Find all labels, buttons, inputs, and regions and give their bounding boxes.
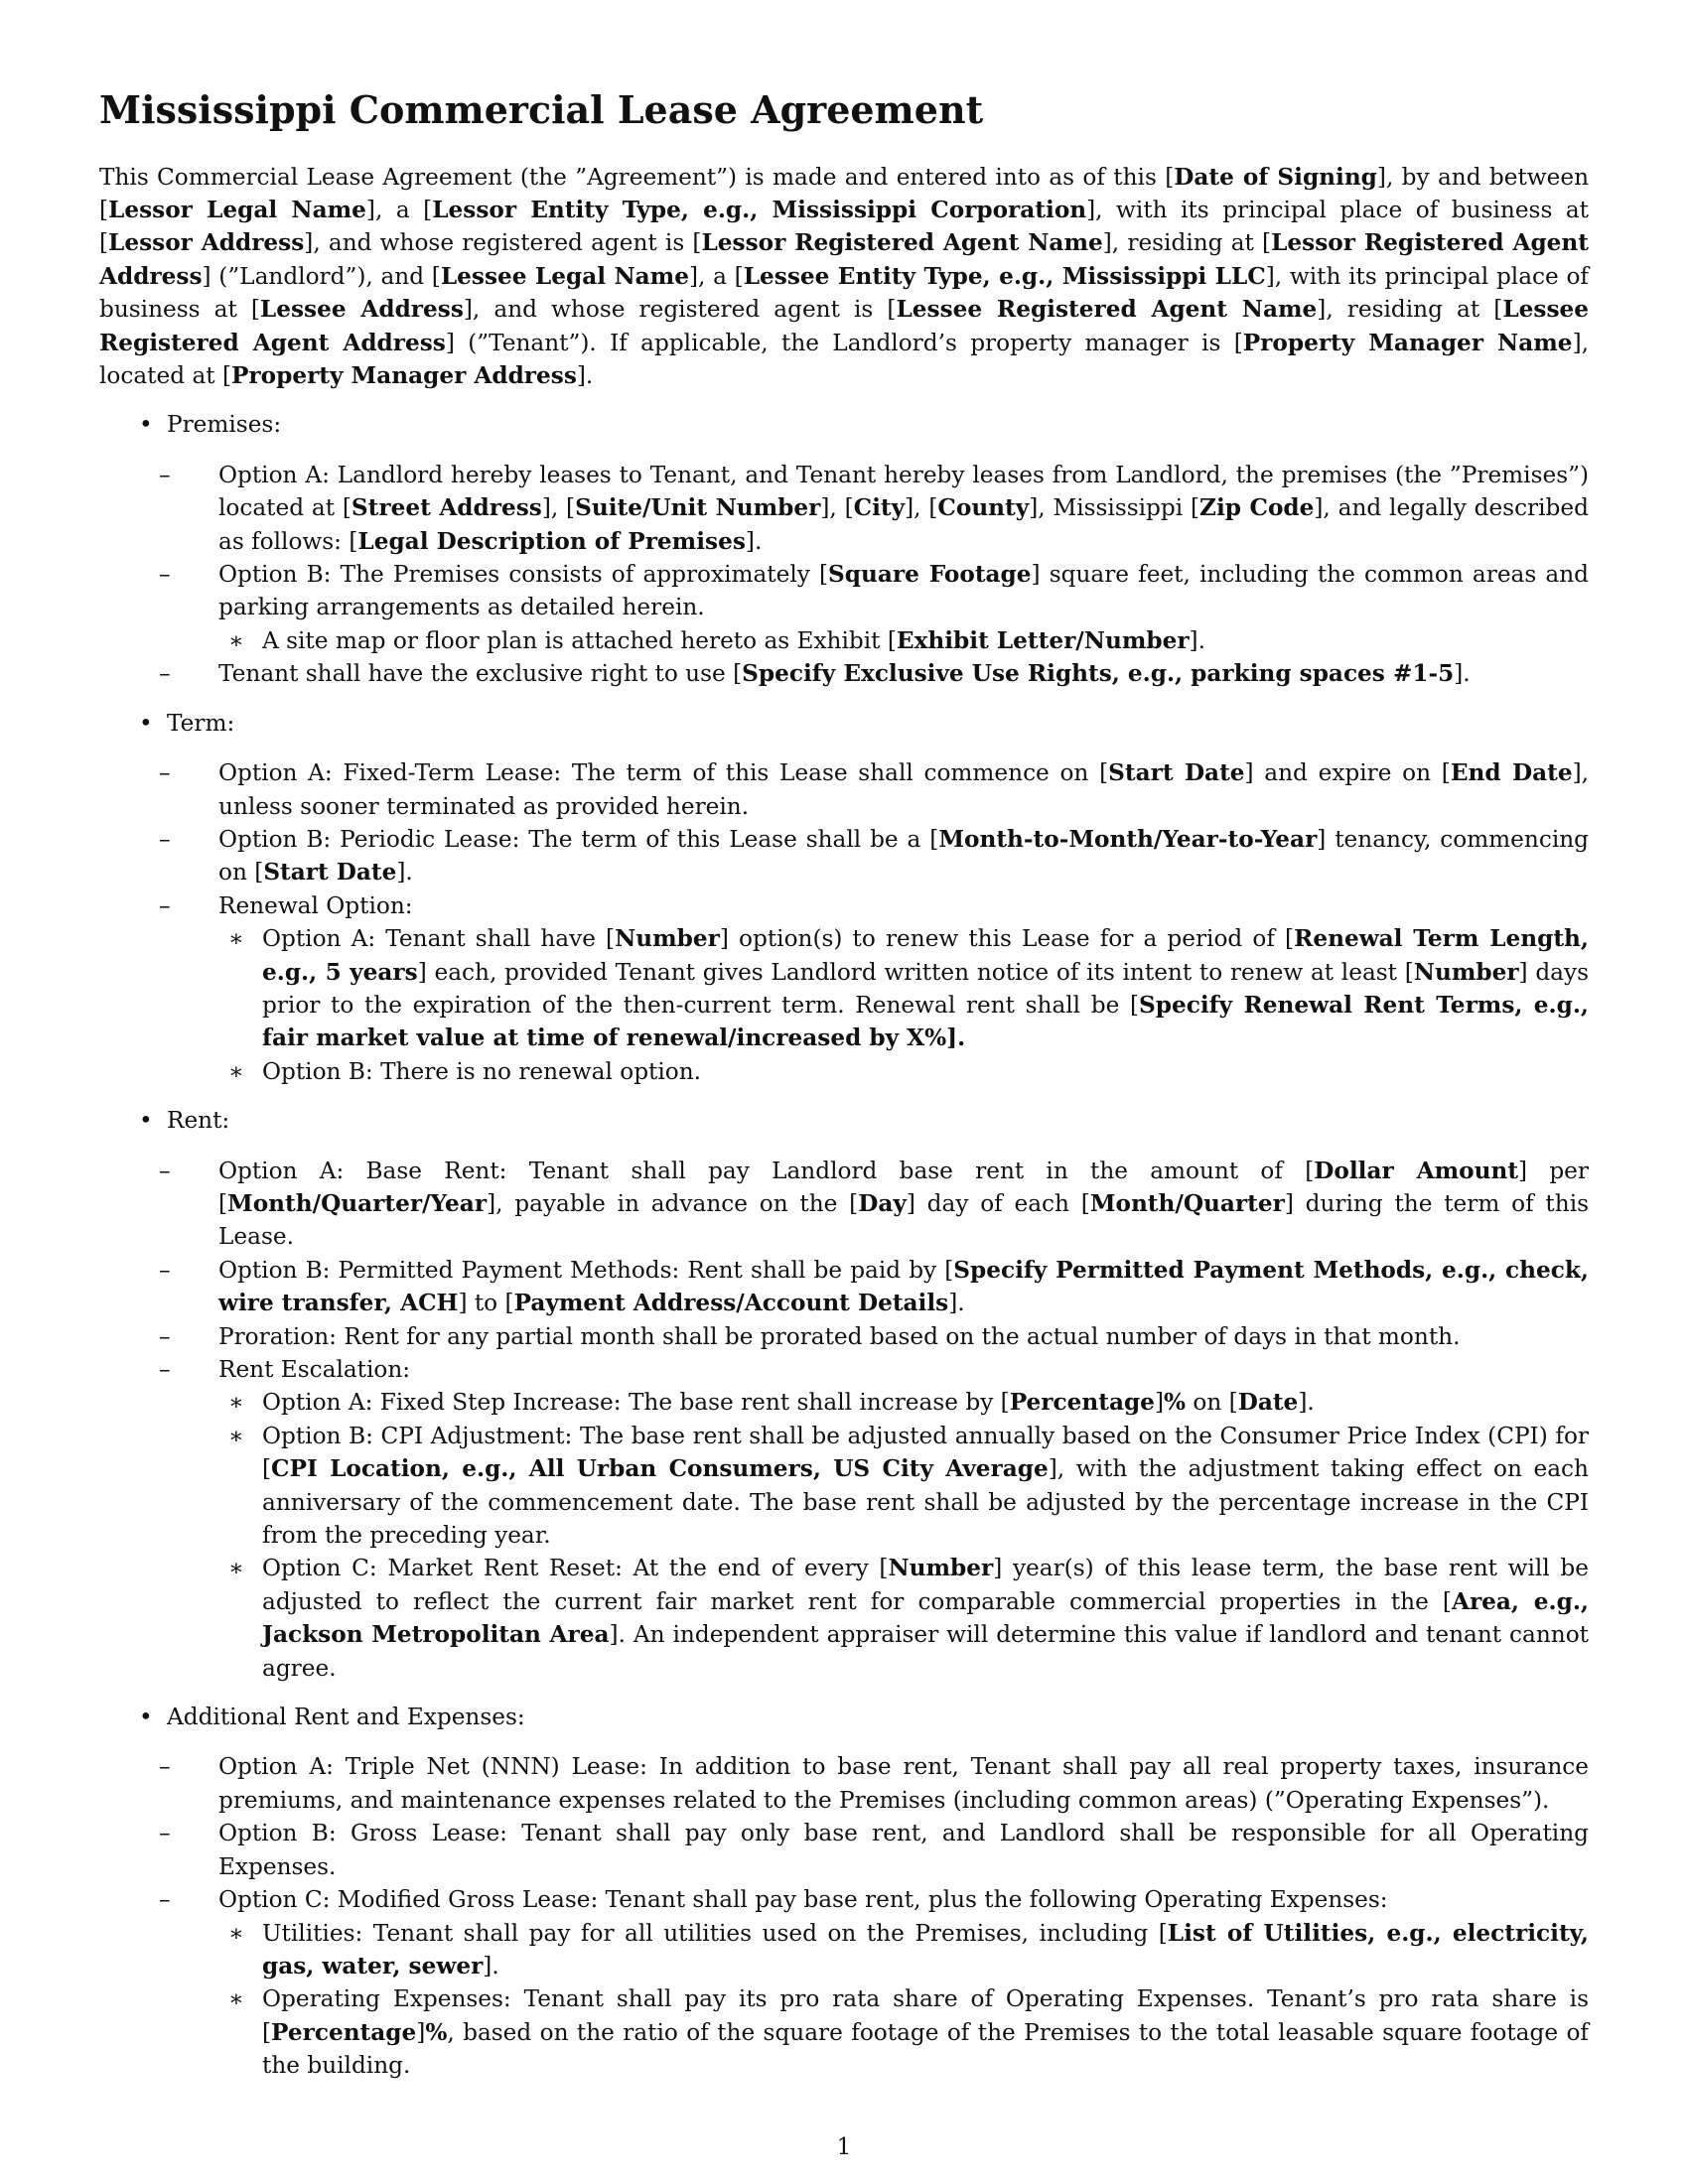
- placeholder-field: Start Date: [263, 859, 397, 887]
- placeholder-field: County: [937, 494, 1030, 522]
- sub-option-item: [211, 922, 1589, 1055]
- option-list: [159, 1155, 1590, 1686]
- text-run: Operating Expenses: Tenant shall pay its pro rata share of Operating Expenses. Tenant’s pro rata share is [: [262, 1985, 1589, 2046]
- text-run: ] per [: [218, 1157, 1589, 1217]
- dash-marker: –: [159, 461, 171, 488]
- option-item: [159, 1254, 1589, 1320]
- placeholder-field: Suite/Unit Number: [575, 494, 821, 522]
- text-run: ], payable in advance on the [: [487, 1189, 859, 1217]
- sub-option-item: [211, 1917, 1589, 1983]
- placeholder-field: Lessor Registered Agent Address: [99, 229, 1589, 290]
- section-title: Additional Rent and Expenses:: [167, 1704, 525, 1731]
- dash-marker: –: [159, 1820, 171, 1847]
- placeholder-field: List of Utilities, e.g., electricity, gas, water, sewer: [262, 1919, 1589, 1979]
- text-run: ], residing at [: [1102, 229, 1272, 257]
- text-run: ] year(s) of this lease term, the base rent will be adjusted to reflect the current fair market rent for comparable commercial properties in the [: [262, 1555, 1589, 1615]
- placeholder-field: Day: [858, 1189, 907, 1217]
- option-list: [159, 1750, 1589, 2082]
- bullet-marker: •: [139, 709, 153, 737]
- option-item: [159, 1155, 1589, 1254]
- section-title: Rent:: [167, 1107, 230, 1135]
- sub-option-item: [211, 1420, 1589, 1553]
- placeholder-field: Lessor Entity Type, e.g., Mississippi Corporation: [432, 197, 1087, 223]
- text-run: Option A: Triple Net (NNN) Lease: In addition to base rent, Tenant shall pay all real property taxes, insurance premiums, and maintenance expenses related to the Premises (including common areas) (”Operating Expenses”).: [218, 1753, 1589, 1814]
- text-run: ].: [396, 859, 413, 887]
- text-run: ], by and between [: [99, 163, 1589, 223]
- placeholder-field: Percentage: [1009, 1389, 1155, 1417]
- placeholder-field: Month/Quarter: [1089, 1189, 1285, 1217]
- text-run: ] option(s) to renew this Lease for a period of [: [719, 925, 1295, 953]
- option-item: [159, 558, 1589, 657]
- placeholder-field: Number: [615, 925, 720, 953]
- document-title: Mississippi Commercial Lease Agreement: [99, 87, 984, 132]
- section-item: [99, 707, 1589, 1088]
- text-run: ], a [: [688, 262, 744, 290]
- text-run: Renewal Option:: [218, 891, 413, 919]
- sub-option-item: [211, 1982, 1589, 2082]
- placeholder-field: Property Manager Address: [231, 362, 577, 390]
- placeholder-field: Payment Address/Account Details: [513, 1290, 949, 1317]
- placeholder-field: Legal Description of Premises: [357, 527, 746, 555]
- sub-option-item: [211, 624, 1589, 657]
- placeholder-field: Start Date: [1108, 759, 1245, 787]
- text-run: ], with its principal place of business at [: [99, 197, 1589, 257]
- placeholder-field: Lessor Address: [108, 229, 305, 257]
- option-item: [159, 1817, 1589, 1883]
- placeholder-field: Lessee Legal Name: [440, 262, 689, 290]
- bullet-marker: •: [139, 411, 153, 439]
- text-run: ].: [1189, 626, 1205, 654]
- option-list: [159, 756, 1590, 1088]
- placeholder-field: Specify Exclusive Use Rights, e.g., parking spaces #1-5: [742, 660, 1455, 688]
- placeholder-field: Renewal Term Length, e.g., 5 years: [262, 925, 1589, 986]
- text-run: ] (”Landlord”), and [: [202, 262, 441, 290]
- text-run: Option A: Tenant shall have [: [262, 925, 616, 953]
- text-run: ] square feet, including the common areas and parking arrangements as detailed herein.: [218, 561, 1589, 621]
- placeholder-field: Lessee Entity Type, e.g., Mississippi LLC: [743, 262, 1266, 290]
- text-run: Option B: Gross Lease: Tenant shall pay only base rent, and Landlord shall be responsible for all Operating Expenses.: [218, 1820, 1589, 1880]
- section-item: [99, 1701, 1589, 2082]
- text-run: ].: [745, 527, 763, 555]
- placeholder-field: Number: [1413, 958, 1519, 986]
- option-item: [159, 1353, 1589, 1685]
- text-run: Option B: There is no renewal option.: [262, 1057, 702, 1085]
- page-number: 1: [836, 2134, 852, 2160]
- text-run: ], with the adjustment taking effect on each anniversary of the commencement date. The base rent shall be adjusted by the percentage increase in the CPI from the preceding year.: [262, 1455, 1589, 1550]
- placeholder-field: Month-to-Month/Year-to-Year: [938, 825, 1318, 853]
- document-page: [99, 87, 1589, 2099]
- text-run: ].: [1454, 660, 1471, 688]
- bullet-marker: •: [139, 1704, 153, 1731]
- dash-marker: –: [159, 660, 171, 688]
- asterisk-marker: ∗: [228, 925, 244, 953]
- text-run: ], unless sooner terminated as provided herein.: [218, 759, 1589, 820]
- text-run: This Commercial Lease Agreement (the ”Agreement”) is made and entered into as of this [: [99, 163, 1175, 191]
- section-item: [99, 1104, 1589, 1685]
- dash-marker: –: [159, 1886, 171, 1914]
- text-run: ], [: [541, 494, 576, 522]
- text-run: Option A: Base Rent: Tenant shall pay Landlord base rent in the amount of [: [218, 1157, 1315, 1184]
- text-run: ].: [948, 1290, 965, 1317]
- text-run: Option B: Periodic Lease: The term of this Lease shall be a [: [218, 825, 939, 853]
- dash-marker: –: [159, 891, 171, 919]
- text-run: , based on the ratio of the square footage of the Premises to the total leasable square footage of the building.: [262, 2018, 1589, 2080]
- asterisk-marker: ∗: [228, 1985, 244, 2013]
- text-run: Proration: Rent for any partial month shall be prorated based on the actual number of days in that month.: [218, 1322, 1461, 1350]
- text-run: Option C: Market Rent Reset: At the end of every [: [262, 1555, 889, 1582]
- placeholder-field: Date: [1237, 1389, 1299, 1417]
- text-run: Rent Escalation:: [218, 1356, 411, 1383]
- sub-option-item: [211, 1386, 1589, 1419]
- placeholder-field: %: [1163, 1389, 1187, 1417]
- text-run: Option A: Fixed-Term Lease: The term of this Lease shall commence on [: [218, 759, 1109, 787]
- text-run: ], Mississippi [: [1029, 494, 1200, 522]
- text-run: ].: [576, 362, 594, 390]
- text-run: ], a [: [365, 197, 433, 223]
- dash-marker: –: [159, 759, 171, 787]
- sub-option-item: [211, 1552, 1589, 1685]
- text-run: Option A: Fixed Step Increase: The base rent shall increase by [: [262, 1389, 1010, 1417]
- text-run: Utilities: Tenant shall pay for all utilities used on the Premises, including [: [262, 1919, 1168, 1947]
- asterisk-marker: ∗: [228, 626, 244, 654]
- sub-option-item: [211, 1055, 1589, 1088]
- placeholder-field: Lessee Registered Agent Name: [896, 296, 1318, 324]
- placeholder-field: Month/Quarter/Year: [227, 1189, 488, 1217]
- asterisk-marker: ∗: [228, 1389, 244, 1417]
- option-item: [159, 1883, 1589, 2082]
- text-run: Option A: Landlord hereby leases to Tenant, and Tenant hereby leases from Landlord, the premises (the ”Premises”) located at [: [218, 461, 1589, 522]
- option-item: [159, 889, 1589, 1088]
- placeholder-field: Exhibit Letter/Number: [896, 626, 1190, 654]
- text-run: on [: [1186, 1389, 1238, 1417]
- text-run: Option B: The Premises consists of approximately [: [218, 561, 829, 589]
- placeholder-field: End Date: [1450, 759, 1573, 787]
- placeholder-field: Property Manager Name: [1242, 329, 1573, 356]
- placeholder-field: Date of Signing: [1174, 163, 1377, 191]
- sub-option-list: [218, 922, 1589, 1088]
- text-run: ], and whose registered agent is [: [304, 229, 702, 257]
- placeholder-field: Dollar Amount: [1314, 1157, 1519, 1184]
- section-title: Premises:: [167, 411, 282, 439]
- section-title: Term:: [167, 709, 235, 737]
- placeholder-field: City: [853, 494, 906, 522]
- asterisk-marker: ∗: [228, 1555, 244, 1582]
- placeholder-field: Area, e.g., Jackson Metropolitan Area: [262, 1587, 1589, 1649]
- placeholder-field: CPI Location, e.g., All Urban Consumers, US City Average: [271, 1455, 1049, 1483]
- dash-marker: –: [159, 1322, 171, 1350]
- dash-marker: –: [159, 1356, 171, 1383]
- placeholder-field: Lessee Registered Agent Address: [99, 296, 1589, 356]
- sub-option-list: [218, 1386, 1589, 1685]
- placeholder-field: Street Address: [351, 494, 542, 522]
- text-run: ] day of each [: [906, 1189, 1090, 1217]
- text-run: ], and whose registered agent is [: [463, 296, 897, 324]
- dash-marker: –: [159, 1256, 171, 1284]
- option-list: [159, 459, 1589, 691]
- text-run: ], with its principal place of business at [: [99, 262, 1590, 324]
- text-run: ]: [1154, 1389, 1164, 1417]
- placeholder-field: Specify Renewal Rent Terms, e.g., fair market value at time of renewal/increased by X%].: [262, 991, 1589, 1052]
- placeholder-field: Zip Code: [1199, 494, 1315, 522]
- text-run: ] during the term of this Lease.: [218, 1189, 1590, 1251]
- text-run: ] tenancy, commencing on [: [218, 825, 1590, 887]
- text-run: ].: [483, 1952, 499, 1979]
- text-run: Tenant shall have the exclusive right to use [: [218, 660, 743, 688]
- dash-marker: –: [159, 1753, 171, 1781]
- asterisk-marker: ∗: [228, 1422, 244, 1449]
- text-run: ] to [: [458, 1290, 514, 1317]
- placeholder-field: Lessor Registered Agent Name: [701, 229, 1103, 257]
- text-run: Option B: Permitted Payment Methods: Rent shall be paid by [: [218, 1256, 954, 1284]
- section-list: [99, 408, 1589, 2082]
- text-run: ].: [1298, 1389, 1315, 1417]
- text-run: Option C: Modified Gross Lease: Tenant shall pay base rent, plus the following Operating Expenses:: [218, 1886, 1388, 1914]
- section-item: [99, 408, 1589, 690]
- text-run: ], and legally described as follows: [: [218, 494, 1589, 555]
- text-run: ] days prior to the expiration of the then-current term. Renewal rent shall be [: [262, 958, 1589, 1019]
- text-run: ]. An independent appraiser will determine this value if landlord and tenant cannot agree.: [262, 1621, 1589, 1682]
- text-run: ] and expire on [: [1244, 759, 1451, 787]
- asterisk-marker: ∗: [228, 1057, 244, 1085]
- option-item: [159, 459, 1589, 558]
- placeholder-field: Percentage: [271, 2018, 417, 2046]
- placeholder-field: Specify Permitted Payment Methods, e.g., check, wire transfer, ACH: [218, 1256, 1589, 1317]
- asterisk-marker: ∗: [228, 1919, 244, 1947]
- placeholder-field: %: [425, 2018, 448, 2046]
- placeholder-field: Number: [888, 1555, 994, 1582]
- intro-paragraph: [99, 161, 1589, 393]
- placeholder-field: Square Footage: [828, 561, 1032, 589]
- option-item: [159, 1320, 1589, 1353]
- placeholder-field: Lessee Address: [259, 296, 464, 324]
- dash-marker: –: [159, 561, 171, 589]
- sub-option-list: [218, 1917, 1589, 2083]
- bullet-marker: •: [139, 1107, 153, 1135]
- text-run: ], located at [: [99, 329, 1589, 390]
- placeholder-field: Lessor Legal Name: [108, 197, 366, 223]
- text-run: ], [: [820, 494, 854, 522]
- sub-option-list: [218, 624, 1589, 657]
- dash-marker: –: [159, 1157, 171, 1184]
- option-item: [159, 657, 1589, 690]
- text-run: ] each, provided Tenant gives Landlord written notice of its intent to renew at least [: [417, 958, 1414, 986]
- option-item: [159, 756, 1589, 823]
- dash-marker: –: [159, 825, 171, 853]
- text-run: A site map or floor plan is attached hereto as Exhibit [: [262, 626, 897, 654]
- option-item: [159, 823, 1589, 889]
- text-run: ], [: [905, 494, 938, 522]
- text-run: ]: [416, 2018, 426, 2046]
- text-run: ], residing at [: [1317, 296, 1503, 324]
- text-run: ] (”Tenant”). If applicable, the Landlord’s property manager is [: [445, 329, 1243, 356]
- option-item: [159, 1750, 1589, 1817]
- text-run: Option B: CPI Adjustment: The base rent shall be adjusted annually based on the Consumer Price Index (CPI) for [: [262, 1422, 1589, 1483]
